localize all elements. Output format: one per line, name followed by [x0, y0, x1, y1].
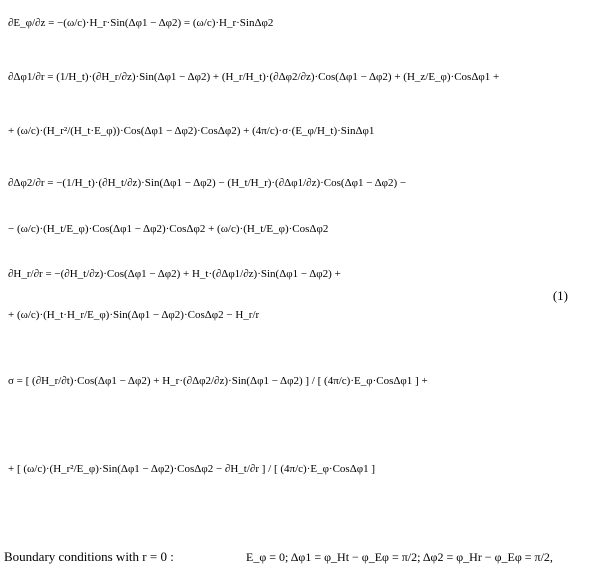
equation-text: ∂H_r/∂r = −(∂H_t/∂z)·Cos(Δφ1 − Δφ2) + H_t·(∂Δφ1/∂z)·Sin(Δφ1 − Δφ2) +: [8, 268, 341, 280]
equation-number: (1): [552, 288, 568, 303]
equation-line-2b: [8, 124, 592, 138]
equation-line-3a: [8, 176, 592, 190]
boundary-conditions: E_φ = 0; Δφ1 = φ_Ht − φ_Eφ = π/2; Δφ2 = φ_Hr − φ_Eφ = π/2,: [246, 550, 553, 564]
equation-text: ∂Δφ2/∂r = −(1/H_t)·(∂H_t/∂z)·Sin(Δφ1 − Δφ2) − (H_t/H_r)·(∂Δφ1/∂z)·Cos(Δφ1 − Δφ2) −: [8, 177, 407, 189]
boundary-label: Boundary conditions with r = 0 :: [4, 549, 174, 564]
equation-text: ∂E_φ/∂z = −(ω/c)·H_r·Sin(Δφ1 − Δφ2) = (ω/c)·H_r·SinΔφ2: [8, 17, 274, 29]
equation-line-1: [8, 16, 592, 30]
equation-text: − (ω/c)·(H_t/E_φ)·Cos(Δφ1 − Δφ2)·CosΔφ2 + (ω/c)·(H_t/E_φ)·CosΔφ2: [8, 223, 329, 235]
equation-text: + (ω/c)·(H_t·H_r/E_φ)·Sin(Δφ1 − Δφ2)·CosΔφ2 − H_r/r: [8, 309, 260, 321]
equation-text: + (ω/c)·(H_r²/(H_t·E_φ))·Cos(Δφ1 − Δφ2)·CosΔφ2) + (4π/c)·σ·(E_φ/H_t)·SinΔφ1: [8, 125, 375, 137]
equation-text: + [ (ω/c)·(H_r²/E_φ)·Sin(Δφ1 − Δφ2)·CosΔφ2 − ∂H_t/∂r ] / [ (4π/c)·E_φ·CosΔφ1 ]: [8, 463, 376, 475]
equation-line-5b: [8, 462, 592, 476]
equation-text: σ = [ (∂H_r/∂t)·Cos(Δφ1 − Δφ2) + H_r·(∂Δφ2/∂z)·Sin(Δφ1 − Δφ2) ] / [ (4π/c)·E_φ·CosΔφ1 ] +: [8, 375, 428, 387]
equation-line-2a: [8, 70, 592, 84]
equation-line-5a: [8, 374, 592, 388]
equation-line-4b: [8, 308, 592, 322]
equation-line-4a: [8, 267, 592, 281]
equation-line-3b: [8, 222, 592, 236]
equation-text: ∂Δφ1/∂r = (1/H_t)·(∂H_r/∂z)·Sin(Δφ1 − Δφ2) + (H_r/H_t)·(∂Δφ2/∂z)·Cos(Δφ1 − Δφ2) + (H_z/E_φ)·CosΔφ1 +: [8, 71, 500, 83]
